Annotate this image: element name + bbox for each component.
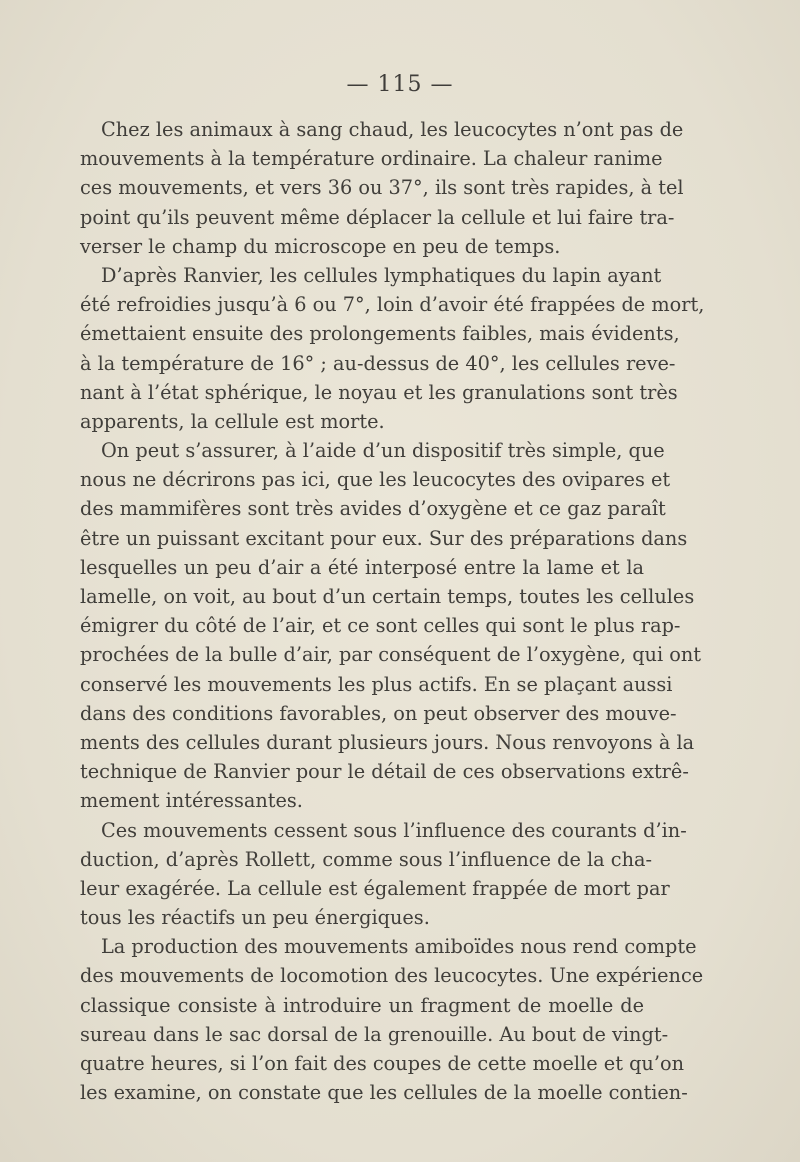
body-text <box>80 115 705 1107</box>
text-line: classique consiste à introduire un fragment de moelle de <box>80 993 644 1017</box>
text-line: ces mouvements, et vers 36 ou 37°, ils sont très rapides, à tel <box>80 176 684 200</box>
text-line: être un puissant excitant pour eux. Sur des préparations dans <box>80 526 688 550</box>
text-line: quatre heures, si l’on fait des coupes de cette moelle et qu’on <box>80 1052 684 1075</box>
text-line: lamelle, on voit, au bout d’un certain temps, toutes les cellules <box>80 585 695 608</box>
text-line: mement intéressantes. <box>80 789 303 813</box>
paragraph <box>80 816 687 933</box>
text-line: été refroidies jusqu’à 6 ou 7°, loin d’avoir été frappées de mort, <box>80 293 705 317</box>
page-number: — 115 — <box>346 72 454 97</box>
text-line: ments des cellules durant plusieurs jours. Nous renvoyons à la <box>80 730 695 754</box>
text-line: prochées de la bulle d’air, par conséquent de l’oxygène, qui ont <box>80 643 702 667</box>
text-line: à la température de 16° ; au-dessus de 40°, les cellules reve- <box>80 351 676 375</box>
text-line: duction, d’après Rollett, comme sous l’influence de la cha- <box>80 847 653 871</box>
text-line: leur exagérée. La cellule est également frappée de mort par <box>80 876 670 900</box>
text-line: conservé les mouvements les plus actifs. En se plaçant aussi <box>80 672 673 696</box>
text-line: Chez les animaux à sang chaud, les leucocytes n’ont pas de <box>101 118 684 141</box>
text-line: émigrer du côté de l’air, et ce sont celles qui sont le plus rap- <box>80 614 681 638</box>
text-line: des mammifères sont très avides d’oxygène et ce gaz paraît <box>80 497 666 521</box>
paragraph <box>80 261 705 436</box>
text-line: Ces mouvements cessent sous l’influence des courants d’in- <box>101 818 687 842</box>
text-line: technique de Ranvier pour le détail de ces observations extrê- <box>80 760 689 784</box>
paragraph <box>80 436 702 815</box>
text-line: tous les réactifs un peu énergiques. <box>80 906 430 930</box>
text-line: des mouvements de locomotion des leucocytes. Une expérience <box>80 964 704 988</box>
text-line: D’après Ranvier, les cellules lymphatiques du lapin ayant <box>101 263 662 287</box>
text-line: point qu’ils peuvent même déplacer la cellule et lui faire tra- <box>80 205 675 229</box>
text-line: émettaient ensuite des prolongements faibles, mais évidents, <box>80 322 680 346</box>
text-line: apparents, la cellule est morte. <box>80 409 385 433</box>
text-line: On peut s’assurer, à l’aide d’un dispositif très simple, que <box>101 439 665 463</box>
text-line: La production des mouvements amiboïdes nous rend compte <box>101 935 697 959</box>
text-line: mouvements à la température ordinaire. La chaleur ranime <box>80 147 663 171</box>
text-line: les examine, on constate que les cellules de la moelle contien- <box>80 1081 688 1105</box>
paragraph <box>80 115 684 261</box>
paragraph <box>80 932 704 1107</box>
text-line: lesquelles un peu d’air a été interposé entre la lame et la <box>80 555 644 579</box>
text-line: nant à l’état sphérique, le noyau et les granulations sont très <box>80 380 678 404</box>
text-line: verser le champ du microscope en peu de temps. <box>80 234 561 258</box>
text-line: dans des conditions favorables, on peut observer des mouve- <box>80 701 677 725</box>
text-line: nous ne décrirons pas ici, que les leucocytes des ovipares et <box>80 468 671 492</box>
text-line: sureau dans le sac dorsal de la grenouille. Au bout de vingt- <box>80 1022 669 1046</box>
